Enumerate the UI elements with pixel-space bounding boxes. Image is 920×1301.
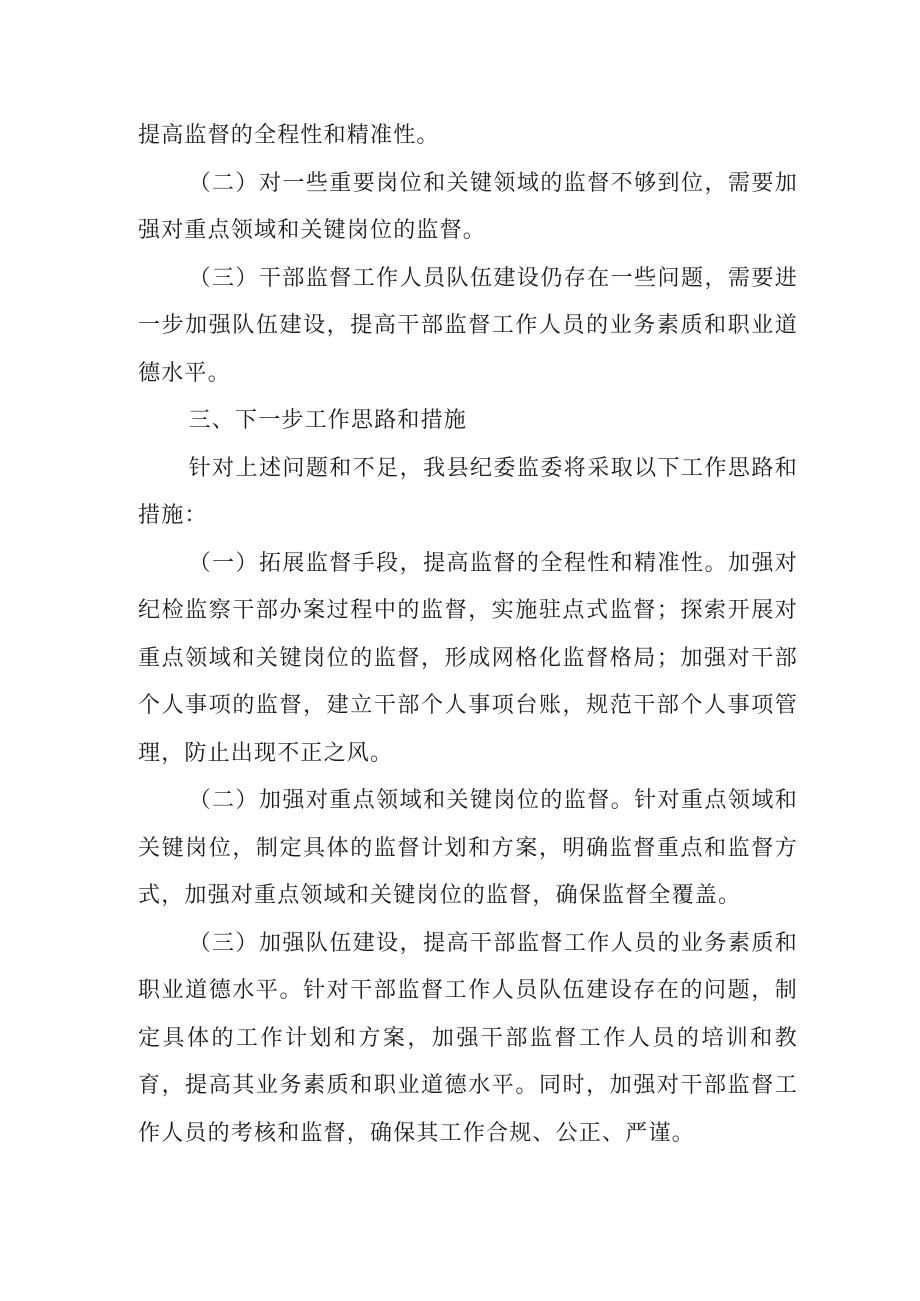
- paragraph-continuation: 提高监督的全程性和精准性。: [138, 123, 440, 148]
- section-heading-next-steps: 三、下一步工作思路和措施: [188, 408, 467, 433]
- paragraph-problem-2: （二）对一些重要岗位和关键领域的监督不够到位，需要加强对重点领域和关键岗位的监督。: [138, 170, 798, 243]
- document-body: [138, 112, 798, 1157]
- paragraph-problem-3: （三）干部监督工作人员队伍建设仍存在一些问题，需要进一步加强队伍建设，提高干部监督工作人员的业务素质和职业道德水平。: [138, 265, 798, 386]
- paragraph-measure-3: （三）加强队伍建设，提高干部监督工作人员的业务素质和职业道德水平。针对干部监督工作人员队伍建设存在的问题，制定具体的工作计划和方案，加强干部监督工作人员的培训和教育，提高其业务素质和职业道德水平。同时，加强对干部监督工作人员的考核和监督，确保其工作合规、公正、严谨。: [138, 930, 798, 1146]
- paragraph-measure-1: （一）拓展监督手段，提高监督的全程性和精准性。加强对纪检监察干部办案过程中的监督，实施驻点式监督；探索开展对重点领域和关键岗位的监督，形成网格化监督格局；加强对干部个人事项的监督，建立干部个人事项台账，规范干部个人事项管理，防止出现不正之风。: [138, 550, 798, 766]
- paragraph-measure-2: （二）加强对重点领域和关键岗位的监督。针对重点领域和关键岗位，制定具体的监督计划和方案，明确监督重点和监督方式，加强对重点领域和关键岗位的监督，确保监督全覆盖。: [138, 788, 798, 908]
- paragraph-intro-measures: 针对上述问题和不足，我县纪委监委将采取以下工作思路和措施：: [138, 455, 798, 528]
